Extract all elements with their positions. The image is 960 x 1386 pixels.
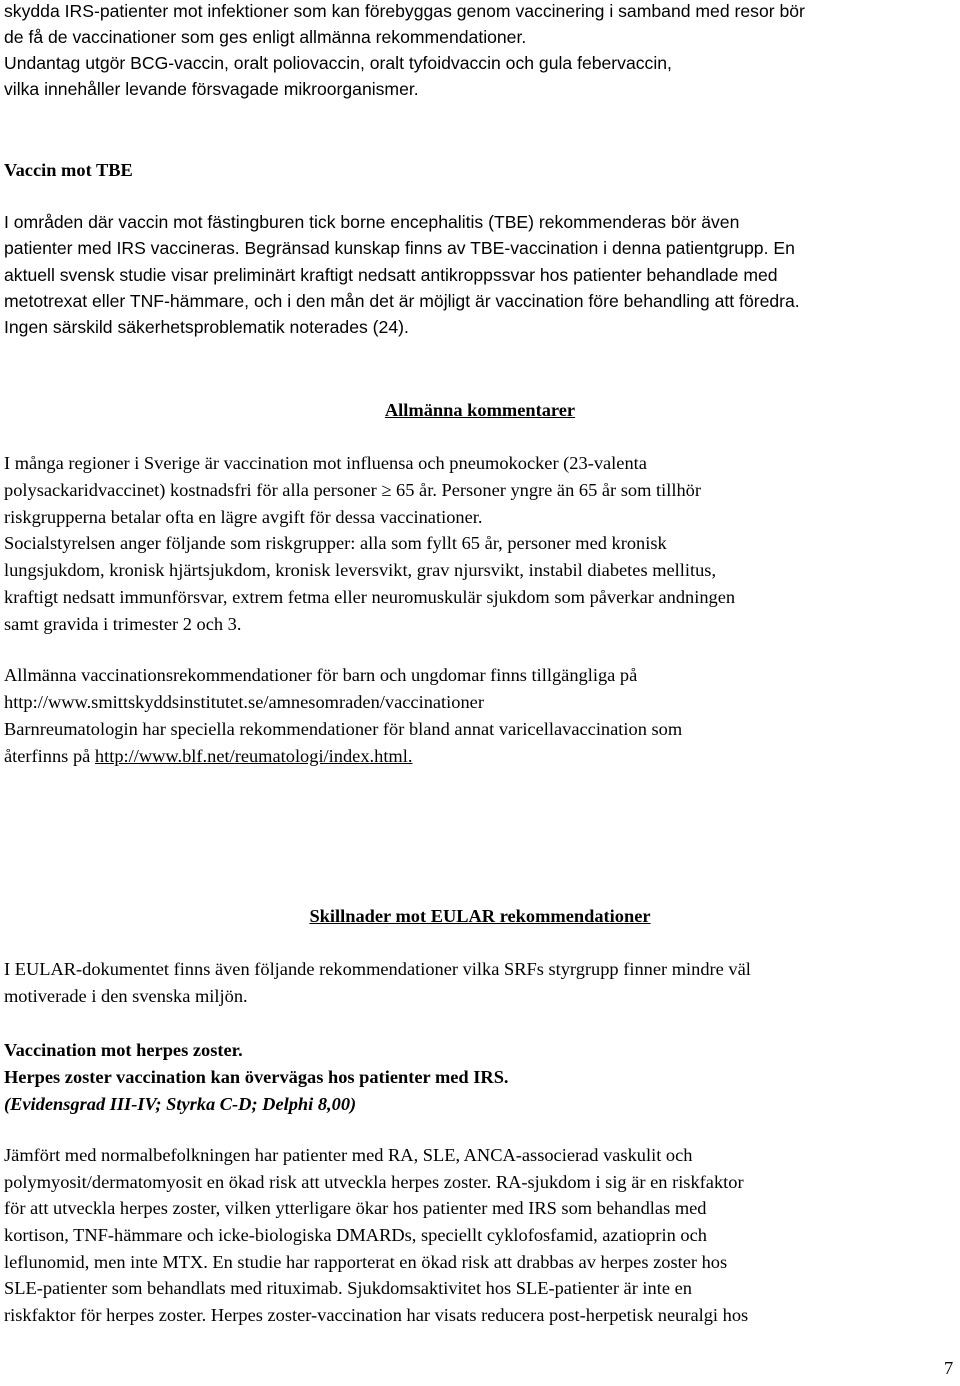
herpes-line-5: leflunomid, men inte MTX. En studie har rapporterat en ökad risk att drabbas av herpes zoster hos: [4, 1252, 728, 1272]
herpes-line-4: kortison, TNF-hämmare och icke-biologiska DMARDs, speciellt cyklofosfamid, azatioprin och: [4, 1225, 707, 1245]
page-number: 7: [944, 1358, 954, 1378]
allmanna-p3-line-4: [4, 743, 412, 769]
tbe-line-2: patienter med IRS vaccineras. Begränsad kunskap finns av TBE-vaccination i denna patientgrupp. En: [4, 238, 795, 258]
allmanna-link-prefix: återfinns på: [4, 746, 95, 766]
herpes-line-1: Jämfört med normalbefolkningen har patienter med RA, SLE, ANCA-associerad vaskulit och: [4, 1145, 693, 1165]
eular-heading: Skillnader mot EULAR rekommendationer: [309, 906, 651, 926]
tbe-heading: Vaccin mot TBE: [4, 160, 133, 180]
tbe-line-4: metotrexat eller TNF-hämmare, och i den mån det är möjligt är vaccination före behandling att föredra.: [4, 291, 800, 311]
allmanna-p1-line-2: polysackaridvaccinet) kostnadsfri för alla personer ≥ 65 år. Personer yngre än 65 år som tillhör: [4, 480, 701, 500]
eular-line-1: I EULAR-dokumentet finns även följande rekommendationer vilka SRFs styrgrupp finner mindre väl: [4, 959, 751, 979]
herpes-line-2: polymyosit/dermatomyosit en ökad risk att utveckla herpes zoster. RA-sjukdom i sig är en riskfaktor: [4, 1172, 744, 1192]
tbe-line-1: I områden där vaccin mot fästingburen tick borne encephalitis (TBE) rekommenderas bör även: [4, 212, 740, 232]
tbe-line-5: Ingen särskild säkerhetsproblematik noterades (24).: [4, 317, 409, 337]
herpes-line-6: SLE-patienter som behandlats med rituximab. Sjukdomsaktivitet hos SLE-patienter är inte en: [4, 1278, 692, 1298]
intro-line-3: Undantag utgör BCG-vaccin, oralt poliovaccin, oralt tyfoidvaccin och gula febervaccin,: [4, 53, 672, 73]
eular-line-2: motiverade i den svenska miljön.: [4, 986, 248, 1006]
allmanna-p2-line-1: Socialstyrelsen anger följande som riskgrupper: alla som fyllt 65 år, personer med kronisk: [4, 533, 667, 553]
intro-line-1: skydda IRS-patienter mot infektioner som kan förebyggas genom vaccinering i samband med resor bör: [4, 1, 805, 21]
allmanna-p1-line-3: riskgrupperna betalar ofta en lägre avgift för dessa vaccinationer.: [4, 507, 483, 527]
allmanna-p1-line-1: I många regioner i Sverige är vaccination mot influensa och pneumokocker (23-valenta: [4, 453, 647, 473]
intro-line-4: vilka innehåller levande försvagade mikroorganismer.: [4, 79, 419, 99]
herpes-line-3: för att utveckla herpes zoster, vilken ytterligare ökar hos patienter med IRS som behandlas med: [4, 1198, 707, 1218]
allmanna-p3-line-1: Allmänna vaccinationsrekommendationer för barn och ungdomar finns tillgängliga på: [4, 665, 638, 685]
tbe-line-3: aktuell svensk studie visar preliminärt kraftigt nedsatt antikroppssvar hos patienter behandlade med: [4, 265, 778, 285]
herpes-heading-2: Herpes zoster vaccination kan övervägas hos patienter med IRS.: [4, 1067, 509, 1087]
allmanna-heading: Allmänna kommentarer: [384, 400, 576, 420]
blf-link[interactable]: http://www.blf.net/reumatologi/index.html.: [94, 746, 413, 766]
allmanna-p2-line-2: lungsjukdom, kronisk hjärtsjukdom, kronisk leversvikt, grav njursvikt, instabil diabetes mellitus,: [4, 560, 717, 580]
intro-line-2: de få de vaccinationer som ges enligt allmänna rekommendationer.: [4, 27, 527, 47]
allmanna-p2-line-4: samt gravida i trimester 2 och 3.: [4, 614, 242, 634]
herpes-line-7: riskfaktor för herpes zoster. Herpes zoster-vaccination har visats reducera post-herpetisk neuralgi hos: [4, 1305, 749, 1325]
herpes-evidence: (Evidensgrad III-IV; Styrka C-D; Delphi 8,00): [4, 1094, 357, 1114]
allmanna-p2-line-3: kraftigt nedsatt immunförsvar, extrem fetma eller neuromuskulär sjukdom som påverkar andningen: [4, 587, 736, 607]
allmanna-p3-line-3: Barnreumatologin har speciella rekommendationer för bland annat varicellavaccination som: [4, 719, 683, 739]
allmanna-p3-line-2: http://www.smittskyddsinstitutet.se/amnesomraden/vaccinationer: [4, 692, 484, 712]
herpes-heading-1: Vaccination mot herpes zoster.: [4, 1040, 243, 1060]
